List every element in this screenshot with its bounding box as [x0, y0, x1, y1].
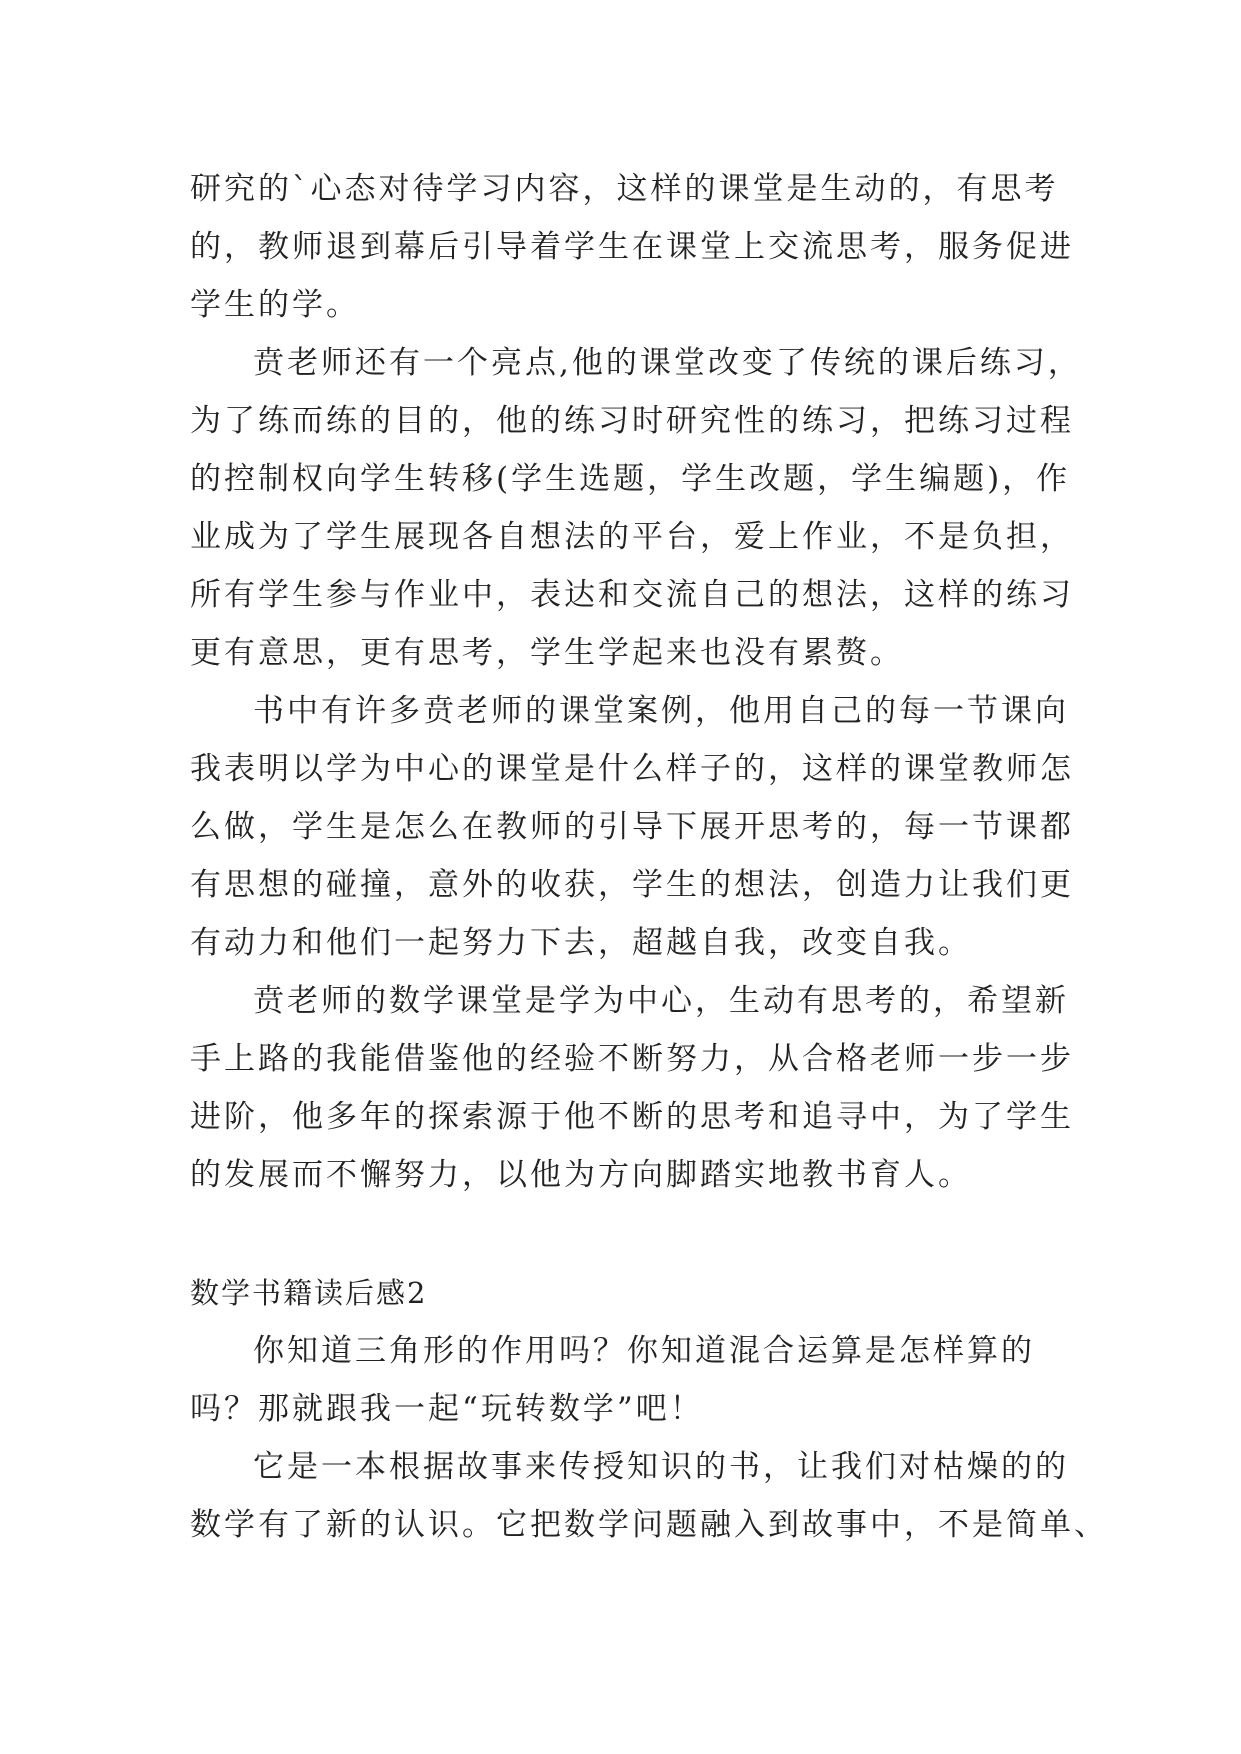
paragraph	[190, 160, 1074, 334]
text-line: 学生的学。	[190, 287, 360, 323]
section-spacer	[190, 1204, 1050, 1264]
text-line: 有动力和他们一起努力下去，超越自我，改变自我。	[190, 925, 972, 961]
text-line: 么做，学生是怎么在教师的引导下展开思考的，每一节课都	[190, 809, 1074, 845]
text-line: 吗？那就跟我一起“玩转数学”吧！	[190, 1391, 704, 1427]
paragraph	[190, 972, 1074, 1204]
paragraph	[190, 1438, 1108, 1554]
text-line: 数学有了新的认识。它把数学问题融入到故事中，不是简单、	[190, 1507, 1108, 1543]
text-line: 为了练而练的目的，他的练习时研究性的练习，把练习过程	[190, 403, 1074, 439]
text-line: 它是一本根据故事来传授知识的书，让我们对枯燥的的	[253, 1449, 1069, 1485]
text-line: 手上路的我能借鉴他的经验不断努力，从合格老师一步一步	[190, 1041, 1074, 1077]
text-line: 所有学生参与作业中，表达和交流自己的想法，这样的练习	[190, 577, 1074, 613]
text-line: 我表明以学为中心的课堂是什么样子的，这样的课堂教师怎	[190, 751, 1074, 787]
text-line: 贲老师还有一个亮点,他的课堂改变了传统的课后练习，	[253, 345, 1082, 381]
text-line: 更有意思，更有思考，学生学起来也没有累赘。	[190, 635, 904, 671]
paragraph	[190, 1322, 1050, 1438]
paragraph	[190, 682, 1074, 972]
text-line: 的，教师退到幕后引导着学生在课堂上交流思考，服务促进	[190, 229, 1074, 265]
text-line: 的发展而不懈努力，以他为方向脚踏实地教书育人。	[190, 1157, 972, 1193]
document-page	[190, 160, 1108, 1554]
text-line: 有思想的碰撞，意外的收获，学生的想法，创造力让我们更	[190, 867, 1074, 903]
text-line: 你知道三角形的作用吗？你知道混合运算是怎样算的	[253, 1333, 1035, 1369]
text-line: 书中有许多贲老师的课堂案例，他用自己的每一节课向	[253, 693, 1069, 729]
section-heading: 数学书籍读后感2	[190, 1276, 428, 1310]
text-line: 研究的`心态对待学习内容，这样的课堂是生动的，有思考	[190, 171, 1059, 207]
text-line: 的控制权向学生转移(学生选题，学生改题，学生编题)，作	[190, 461, 1071, 497]
text-line: 贲老师的数学课堂是学为中心，生动有思考的，希望新	[253, 983, 1069, 1019]
text-line: 进阶，他多年的探索源于他不断的思考和追寻中，为了学生	[190, 1099, 1074, 1135]
text-line: 业成为了学生展现各自想法的平台，爱上作业，不是负担，	[190, 519, 1074, 555]
paragraph	[190, 334, 1082, 682]
